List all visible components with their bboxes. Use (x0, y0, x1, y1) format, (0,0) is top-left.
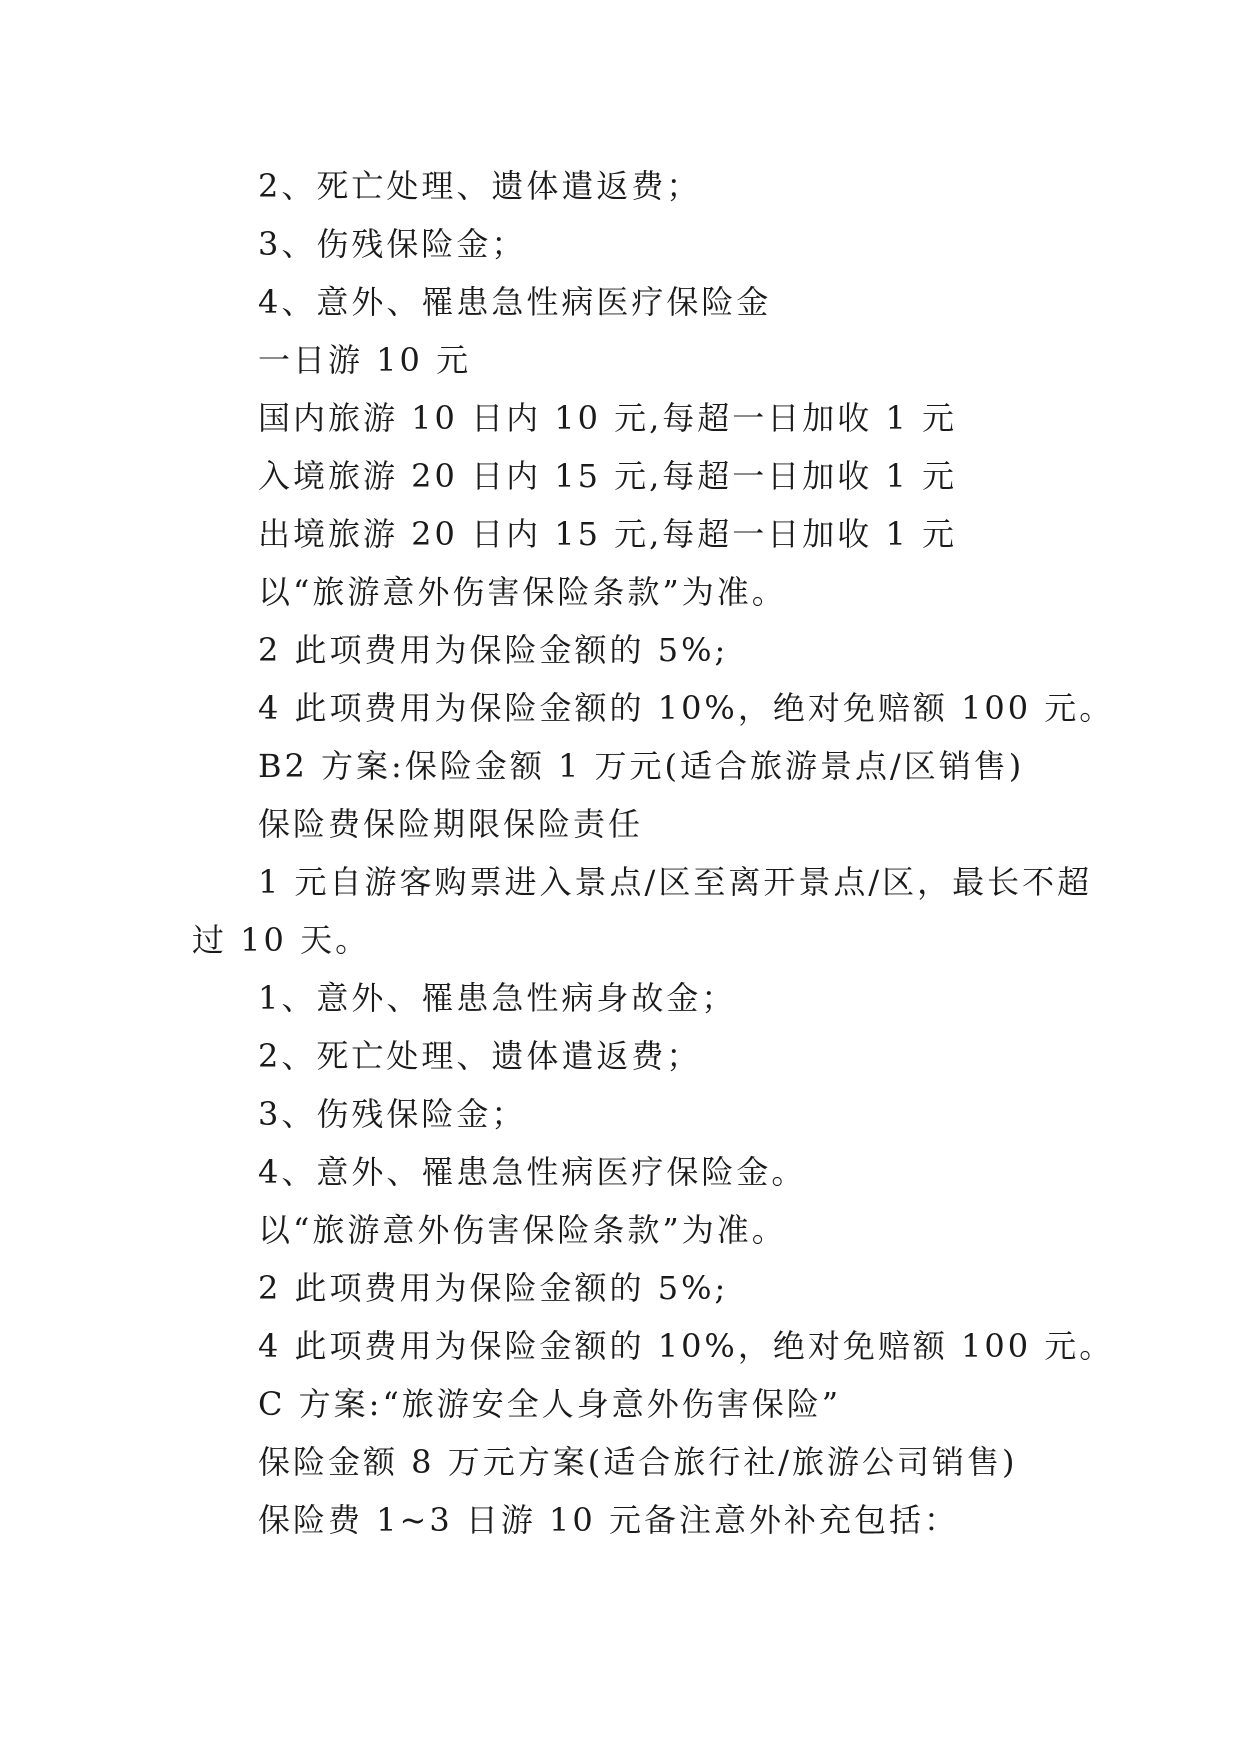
text-line: 出境旅游 20 日内 15 元,每超一日加收 1 元 (258, 515, 958, 553)
text-line: 一日游 10 元 (258, 341, 472, 379)
text-line: 4、意外、罹患急性病医疗保险金。 (258, 1153, 807, 1191)
text-line: 以“旅游意外伤害保险条款”为准。 (258, 573, 787, 611)
text-line: 4、意外、罹患急性病医疗保险金 (258, 283, 772, 321)
text-line: 1、意外、罹患急性病身故金； (258, 979, 737, 1017)
text-line: 保险费 1~3 日游 10 元备注意外补充包括： (258, 1501, 959, 1539)
text-line: 国内旅游 10 日内 10 元,每超一日加收 1 元 (258, 399, 958, 437)
text-line: 保险金额 8 万元方案(适合旅行社/旅游公司销售) (258, 1443, 1018, 1481)
text-line: 以“旅游意外伤害保险条款”为准。 (258, 1211, 787, 1249)
text-line: 2 此项费用为保险金额的 5%; (258, 631, 729, 669)
text-line: 1 元自游客购票进入景点/区至离开景点/区，最长不超 (258, 863, 1093, 901)
text-line: 3、伤残保险金； (258, 225, 527, 263)
text-line: 4 此项费用为保险金额的 10%，绝对免赔额 100 元。 (258, 1327, 1115, 1365)
text-line: 保险费保险期限保险责任 (258, 805, 644, 843)
text-line: 入境旅游 20 日内 15 元,每超一日加收 1 元 (258, 457, 958, 495)
text-line: B2 方案:保险金额 1 万元(适合旅游景点/区销售) (258, 747, 1025, 785)
text-line-continuation: 过 10 天。 (192, 921, 371, 959)
text-line: C 方案:“旅游安全人身意外伤害保险” (258, 1385, 842, 1423)
text-line: 2 此项费用为保险金额的 5%; (258, 1269, 729, 1307)
text-line: 2、死亡处理、遗体遣返费； (258, 167, 702, 205)
text-line: 2、死亡处理、遗体遣返费； (258, 1037, 702, 1075)
text-line: 4 此项费用为保险金额的 10%，绝对免赔额 100 元。 (258, 689, 1115, 727)
text-line: 3、伤残保险金； (258, 1095, 527, 1133)
